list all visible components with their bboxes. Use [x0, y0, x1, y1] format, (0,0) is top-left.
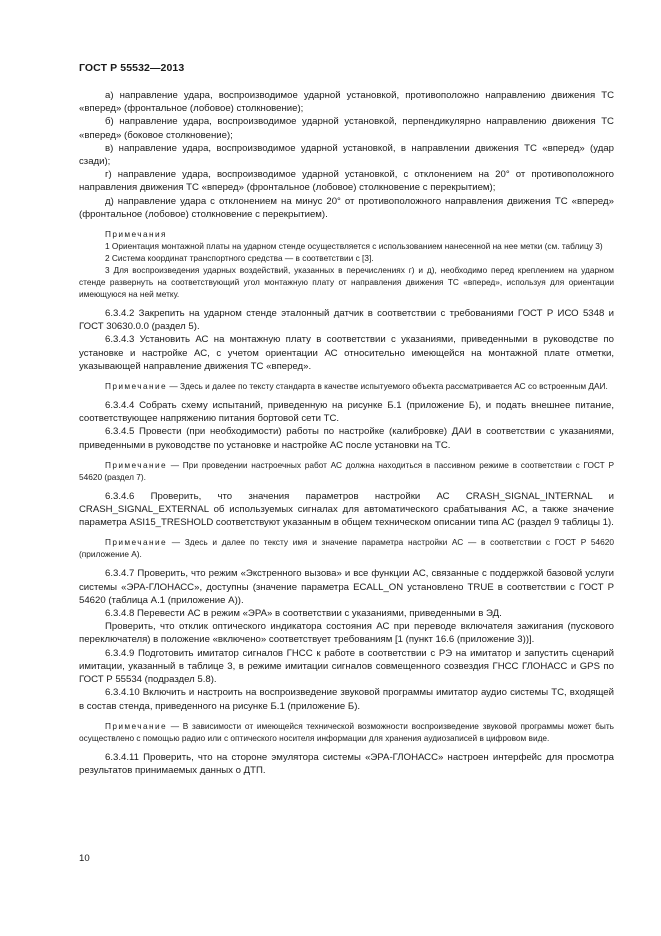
body-paragraph: 6.3.4.3 Установить АС на монтажную плату в соответствии с указаниями, приведенными в руководстве по установке и настройке АС, с учетом ориентации АС относительно имеющейся на монтажной плате отметки, указывающей направление движения ТС «вперед». — [79, 334, 614, 372]
note-text: 2 Система координат транспортного средства — в соответствии с [3]. — [105, 253, 374, 264]
page-number: 10 — [79, 853, 90, 864]
spacer — [79, 744, 614, 751]
note-text: 3 Для воспроизведения ударных воздействий, указанных в перечислениях г) и д), необходимо перед креплением на ударном стенде развернуть на соответствующий угол монтажную плату от направления движения ТС «вперед», используя для ориентации имеющуюся на ней метку. — [79, 265, 614, 300]
note-text: — При проведении настроечных работ АС должна находиться в пассивном режиме в соответствии с ГОСТ Р 54620 (раздел 7). — [79, 459, 614, 482]
note-text: — Здесь и далее по тексту стандарта в качестве испытуемого объекта рассматривается АС со встроенным ДАИ. — [167, 381, 608, 392]
body-paragraph: 6.3.4.8 Перевести АС в режим «ЭРА» в соответствии с указаниями, приведенными в ЭД. — [105, 608, 502, 620]
note-paragraph — [79, 252, 614, 264]
note-text: — В зависимости от имеющейся технической возможности воспроизведение звуковой программы может быть осуществлено с помощью радио или с оптического носителя информации для хранения аудиозаписей в цифровом виде. — [79, 720, 614, 743]
body-paragraph: Проверить, что отклик оптического индикатора состояния АС при переводе включателя зажигания (пускового переключателя) в положение «включено» соответствует требованиям [1 (пункт 16.6 (приложение 3))]. — [79, 621, 614, 646]
body-paragraph: в) направление удара, воспроизводимое ударной установкой, в направлении движения ТС «вперед» (удар сзади); — [79, 142, 614, 168]
note-label: Примечание — [105, 381, 168, 392]
body-paragraph: 6.3.4.2 Закрепить на ударном стенде эталонный датчик в соответствии с требованиями ГОСТ Р ИСО 5348 и ГОСТ 30630.0.0 (раздел 5). — [79, 308, 614, 333]
body-paragraph: 6.3.4.9 Подготовить имитатор сигналов ГНСС к работе в соответствии с РЭ на имитатор и запустить сценарий имитации, указанный в таблице 3, в режиме имитации сигналов совмещенного созвездия ГНСС ГЛОНАСС и GPS по ГОСТ Р 55534 (подраздел 5.8). — [79, 647, 614, 686]
body-paragraph: 6.3.4.6 Проверить, что значения параметров настройки АС CRASH_SIGNAL_INTERNAL и CRASH_SIGNAL_EXTERNAL об используемых сигналах для автоматического срабатывания АС, а также значение параметра ASI15_TRESHOLD соответствуют указанным в общем техническом описании типа АС (раздел 9 таблицы 1). — [79, 490, 614, 529]
spacer — [79, 392, 614, 399]
note-paragraph — [79, 380, 614, 392]
spacer — [79, 483, 614, 490]
note-paragraph — [79, 459, 614, 483]
note-paragraph — [79, 720, 614, 744]
document-body — [79, 89, 614, 777]
body-paragraph: 6.3.4.11 Проверить, что на стороне эмулятора системы «ЭРА-ГЛОНАСС» настроен интерфейс для просмотра результатов принимаемых данных о ДТП. — [79, 751, 614, 776]
body-paragraph: 6.3.4.4 Собрать схему испытаний, приведенную на рисунке Б.1 (приложение Б), и подать внешнее питание, соответствующее напряжению питания бортовой сети ТС. — [79, 400, 614, 425]
note-text: — Здесь и далее по тексту имя и значение параметра настройки АС — в соответствии с ГОСТ Р 54620 (приложение А). — [79, 537, 614, 560]
spacer — [79, 560, 614, 567]
note-label: Примечания — [105, 229, 167, 240]
spacer — [79, 452, 614, 459]
body-paragraph: 6.3.4.5 Провести (при необходимости) работы по настройке (калибровке) ДАИ в соответствии с указаниями, приведенными в руководстве по установке и настройке АС после установки на ТС. — [79, 426, 614, 451]
body-paragraph: б) направление удара, воспроизводимое ударной установкой, перпендикулярно направлению движения ТС «вперед» (боковое столкновение); — [79, 116, 614, 141]
spacer — [79, 300, 614, 307]
body-paragraph: а) направление удара, воспроизводимое ударной установкой, противоположно направлению движения ТС «вперед» (фронтальное (лобовое) столкновение); — [79, 90, 614, 115]
standard-header: ГОСТ Р 55532—2013 — [79, 62, 185, 74]
note-label: Примечание — [105, 537, 168, 548]
body-paragraph: д) направление удара с отклонением на минус 20° от противоположного направления движения ТС «вперед» (фронтальное (лобовое) столкновение с перекрытием). — [79, 195, 614, 220]
note-paragraph — [79, 536, 614, 560]
body-paragraph: 6.3.4.7 Проверить, что режим «Экстренного вызова» и все функции АС, связанные с поддержкой базовой услуги системы «ЭРА-ГЛОНАСС», доступны (значение параметра ECALL_ON установлено TRUE в соответствии с ГОСТ Р 54620 (таблица А.1 (приложение А)). — [79, 568, 614, 606]
note-label: Примечание — [105, 720, 168, 731]
spacer — [79, 221, 614, 228]
note-paragraph — [79, 228, 614, 240]
body-paragraph: 6.3.4.10 Включить и настроить на воспроизведение звуковой программы имитатор аудио системы ТС, входящей в состав стенда, приведенного на рисунке Б.1 (приложение Б). — [79, 687, 614, 712]
spacer — [79, 529, 614, 536]
note-paragraph — [79, 240, 614, 252]
note-paragraph — [79, 264, 614, 300]
note-label: Примечание — [105, 459, 168, 470]
spacer — [79, 713, 614, 720]
spacer — [79, 373, 614, 380]
note-text: 1 Ориентация монтажной платы на ударном стенде осуществляется с использованием нанесенной на нее метки (см. таблицу 3) — [105, 241, 603, 252]
body-paragraph: г) направление удара, воспроизводимое ударной установкой, с отклонением на 20° от противоположного направления движения ТС «вперед» (фронтальное (лобовое) столкновение с перекрытием); — [79, 169, 614, 194]
